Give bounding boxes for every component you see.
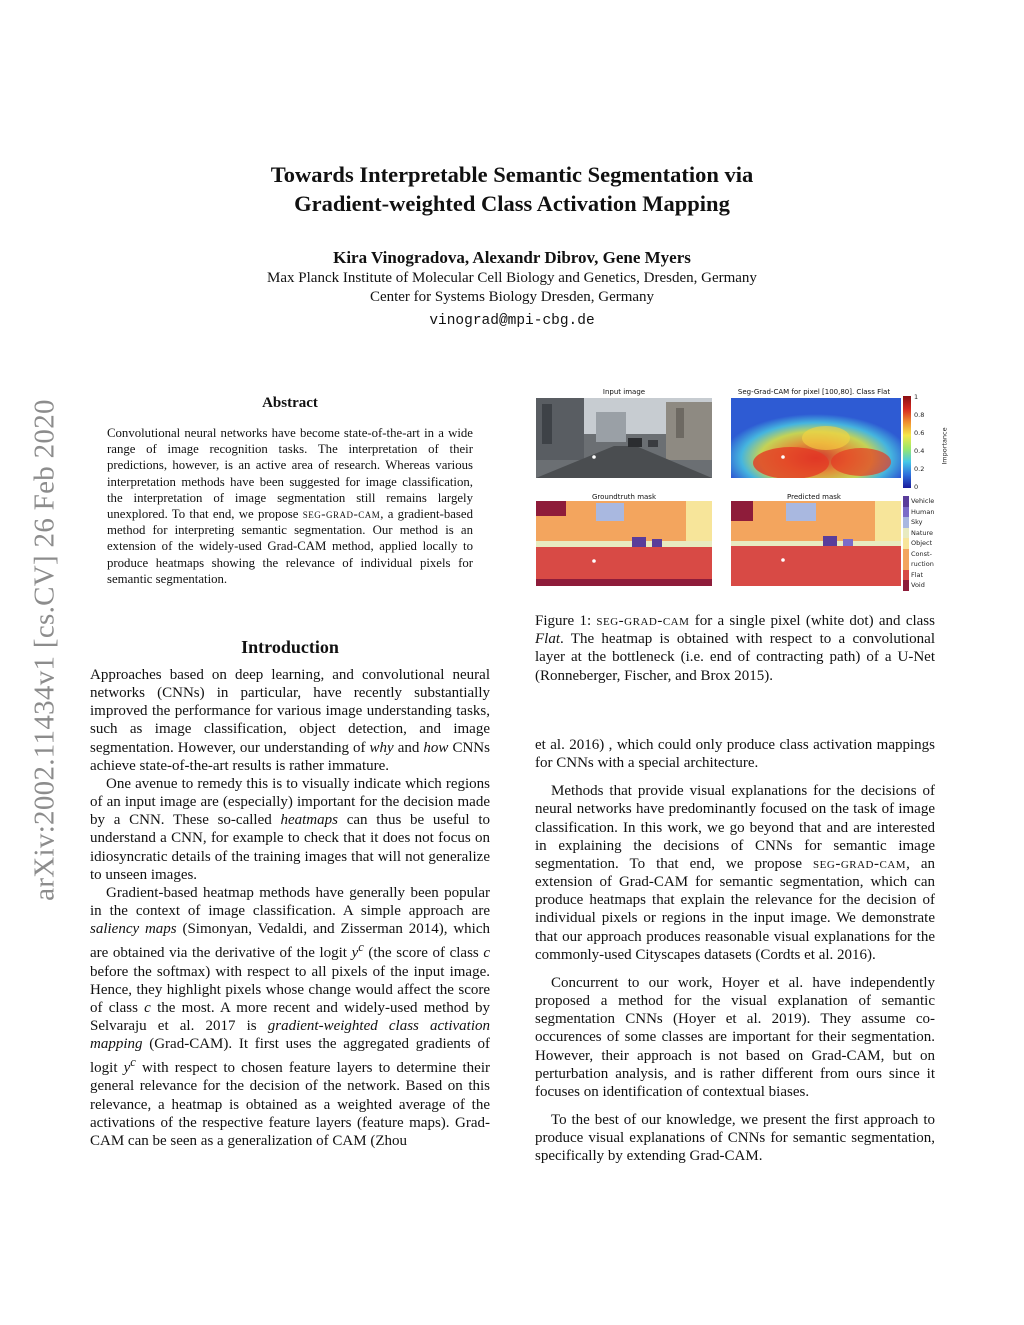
colorbar-tick: 1 bbox=[914, 393, 919, 401]
legend-swatch bbox=[903, 507, 909, 518]
legend-label: Nature bbox=[911, 528, 934, 537]
figure-1-caption: Figure 1: seg-grad-cam for a single pixel (white dot) and class Flat. The heatmap is obtained with respect to a convolutional layer at the bottleneck (i.e. end of contracting path) of a U-Net (Ronneberger, Fischer, and Brox 2015). bbox=[535, 613, 935, 684]
legend-label: ruction bbox=[911, 560, 934, 568]
heatmap-image bbox=[731, 398, 901, 478]
method-name: seg-grad-cam bbox=[302, 507, 381, 522]
legend-label: Flat bbox=[911, 570, 924, 579]
panel-title-groundtruth: Groundtruth mask bbox=[591, 493, 657, 501]
colorbar-tick: 0.8 bbox=[914, 411, 925, 419]
legend-label: Object bbox=[911, 539, 933, 547]
panel-title-predicted: Predicted mask bbox=[787, 493, 841, 501]
colorbar-tick: 0.4 bbox=[914, 447, 925, 455]
colorbar-tick: 0.6 bbox=[914, 429, 925, 437]
legend-label: Human bbox=[911, 507, 935, 516]
predicted-mask bbox=[731, 501, 901, 586]
legend-label: Const- bbox=[911, 549, 932, 558]
legend-swatch bbox=[903, 580, 909, 591]
intro-paragraph-1: Approaches based on deep learning, and convolutional neural networks (CNNs) in particular, have recently substantially improved the performance for various image understanding tasks, such as image classification, object detection, and image segmentation. However, our understanding of why and how CNNs achieve state-of-the-art results is rather immature. bbox=[90, 667, 490, 774]
legend-swatch bbox=[903, 559, 909, 570]
right-column-body bbox=[535, 736, 935, 1165]
title-line-1: Towards Interpretable Semantic Segmentation via bbox=[270, 162, 754, 187]
intro-paragraph-2: One avenue to remedy this is to visually indicate which regions of an input image are (especially) important for the decision made by a CNN. These so-called heatmaps can thus be useful to understand a CNN, for example to check that it does not focus on idiosyncratic details of the training images that will not generalize to unseen images. bbox=[90, 775, 490, 883]
left-column-body bbox=[90, 666, 490, 1150]
right-paragraph-1: Methods that provide visual explanations for the decisions of neural networks have predominantly focused on the task of image classification. In this work, we go beyond that and are interested in explaining the decisions of CNNs for semantic image segmentation. To that end, we propose seg-grad-cam, an extension of Grad-CAM for semantic segmentation, which can produce heatmaps that explain the relevance for the decision of individual pixels or regions in the input image. We demonstrate that our approach produces reasonable visual explanations for the commonly-used Cityscapes datasets (Cordts et al. 2016). bbox=[535, 783, 935, 963]
legend-label: Sky bbox=[911, 518, 923, 526]
arxiv-id: arXiv:2002.11434v1 [cs.CV] 26 Feb 2020 bbox=[28, 399, 61, 901]
intro-paragraph-3: Gradient-based heatmap methods have generally been popular in the context of image classification. A simple approach are saliency maps (Simonyan, Vedaldi, and Zisserman 2014), which are obtained via the derivative of the logit $y^c$ (the score of class c before the softmax) with respect to all pixels of the input image. Hence, they highlight pixels whose change would affect the score of class c the most. A more recent and widely-used method by Selvaraju et al. 2017 is gradient-weighted class activation mapping (Grad-CAM). It first uses the aggregated gradients of logit $y^c$ with respect to chosen feature layers to determine their general relevance for the decision of the network. Based on this relevance, a heatmap is obtained as a weighted average of the activations of the respective feature layers (feature maps). Grad-CAM can be seen as a generalization of CAM (Zhou bbox=[90, 884, 490, 1149]
author-email: vinograd@mpi-cbg.de bbox=[429, 313, 595, 329]
legend-swatch bbox=[903, 570, 909, 581]
legend-swatch bbox=[903, 517, 909, 528]
title-line-2: Gradient-weighted Class Activation Mapping bbox=[294, 191, 730, 216]
legend-swatch bbox=[903, 496, 909, 507]
panel-title-segcam: Seg-Grad-CAM for pixel [100,80]. Class Flat bbox=[737, 388, 891, 396]
paper-title bbox=[160, 160, 864, 218]
colorbar-tick: 0.2 bbox=[914, 465, 925, 473]
legend-swatch bbox=[903, 549, 909, 560]
affiliation-1: Max Planck Institute of Molecular Cell Biology and Genetics, Dresden, Germany bbox=[267, 270, 757, 286]
colorbar-label: Importance bbox=[940, 427, 949, 465]
authors: Kira Vinogradova, Alexandr Dibrov, Gene Myers bbox=[333, 248, 691, 267]
input-image bbox=[536, 398, 712, 478]
arxiv-sidebar bbox=[20, 350, 70, 950]
abstract-heading: Abstract bbox=[262, 395, 318, 411]
introduction-heading: Introduction bbox=[241, 637, 339, 657]
right-paragraph-2: Concurrent to our work, Hoyer et al. have independently proposed a method for the visual explanation of semantic segmentation CNNs (Hoyer et al. 2019). They assume co-occurences of some classes are important for their segmentation. However, their approach is not based on Grad-CAM, but on perturbation analysis, and is rather different from ours since it focuses on identification of contextual biases. bbox=[535, 974, 935, 1100]
affiliation-2: Center for Systems Biology Dresden, Germany bbox=[369, 289, 655, 305]
colorbar-tick: 0 bbox=[914, 483, 919, 491]
abstract-body: Convolutional neural networks have become state-of-the-art in a wide range of image recognition tasks. The interpretation of their predictions, however, is an active area of research. Whereas various interpretation methods have been suggested for image classification, the interpretation of image segmentation still remains largely unexplored. To that end, we propose seg-grad-cam, a gradient-based method for interpreting semantic segmentation. Our method is an extension of the widely-used Grad-CAM method, applied locally to produce heatmaps showing the relevance of individual pixels for semantic segmentation. bbox=[107, 426, 473, 586]
right-paragraph-0: et al. 2016) , which could only produce class activation mappings for CNNs with a special architecture. bbox=[535, 737, 935, 772]
legend-label: Void bbox=[911, 581, 925, 589]
figure-1 bbox=[533, 388, 935, 598]
legend-swatch bbox=[903, 538, 909, 549]
right-paragraph-3: To the best of our knowledge, we present the first approach to produce visual explanations of CNNs for semantic segmentation, specifically by extending Grad-CAM. bbox=[535, 1111, 935, 1165]
importance-colorbar bbox=[903, 396, 911, 488]
groundtruth-mask bbox=[536, 501, 712, 586]
panel-title-input: Input image bbox=[602, 388, 646, 396]
legend-label: Vehicle bbox=[911, 497, 935, 505]
legend-swatch bbox=[903, 528, 909, 539]
